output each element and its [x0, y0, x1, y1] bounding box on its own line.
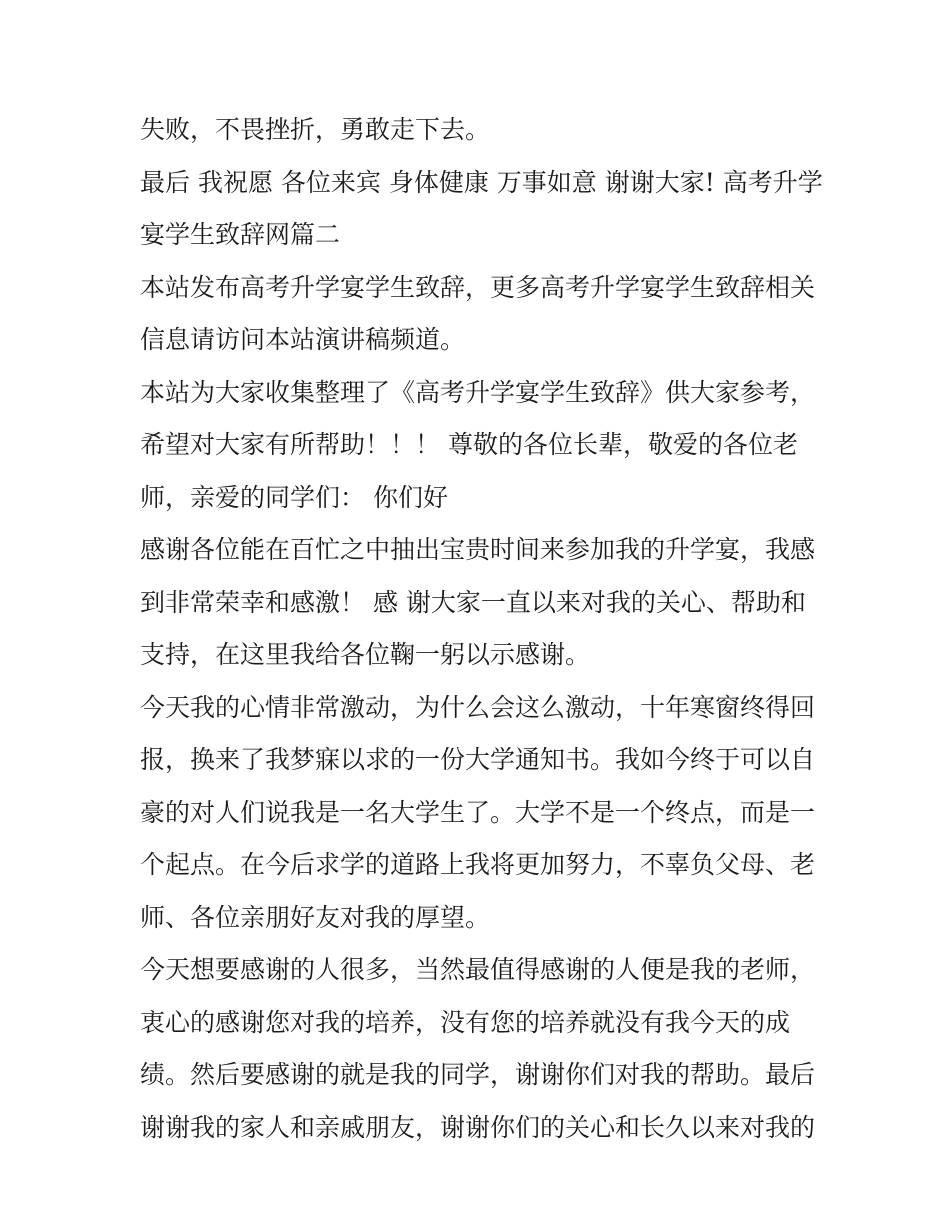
text-line: 个起点。在今后求学的道路上我将更加努力，不辜负父母、老 — [140, 850, 816, 879]
text-line: 宴学生致辞网篇二 — [140, 220, 341, 249]
text-line: 失败，不畏挫折，勇敢走下去。 — [140, 115, 491, 144]
text-line: 报，换来了我梦寐以求的一份大学通知书。我如今终于可以自 — [140, 745, 816, 774]
text-line: 师、各位亲朋好友对我的厚望。 — [140, 902, 491, 932]
text-line: 到非常荣幸和感激！ 感 谢大家一直以来对我的关心、帮助和 — [140, 587, 806, 617]
text-line: 师，亲爱的同学们： 你们好 — [140, 482, 448, 512]
text-line: 信息请访问本站演讲稿频道。 — [140, 325, 466, 354]
text-line: 希望对大家有所帮助！！！ 尊敬的各位长辈，敬爱的各位老 — [140, 430, 798, 459]
text-line: 豪的对人们说我是一名大学生了。大学不是一个终点，而是一 — [140, 797, 816, 827]
document-body — [140, 104, 823, 1154]
text-line: 今天想要感谢的人很多，当然最值得感谢的人便是我的老师， — [140, 955, 816, 984]
text-line: 绩。然后要感谢的就是我的同学，谢谢你们对我的帮助。最后 — [140, 1060, 816, 1089]
text-line: 衷心的感谢您对我的培养，没有您的培养就没有我今天的成 — [140, 1007, 791, 1037]
text-line: 本站发布高考升学宴学生致辞，更多高考升学宴学生致辞相关 — [140, 272, 816, 302]
text-line: 今天我的心情非常激动，为什么会这么激动，十年寒窗终得回 — [140, 692, 816, 722]
text-line: 本站为大家收集整理了《高考升学宴学生致辞》供大家参考， — [140, 377, 816, 407]
text-line: 感谢各位能在百忙之中抽出宝贵时间来参加我的升学宴，我感 — [140, 535, 816, 564]
text-line: 谢谢我的家人和亲戚朋友，谢谢你们的关心和长久以来对我的 — [140, 1112, 816, 1142]
text-line: 最后 我祝愿 各位来宾 身体健康 万事如意 谢谢大家! 高考升学 — [140, 167, 823, 197]
text-line: 支持，在这里我给各位鞠一躬以示感谢。 — [140, 640, 591, 669]
